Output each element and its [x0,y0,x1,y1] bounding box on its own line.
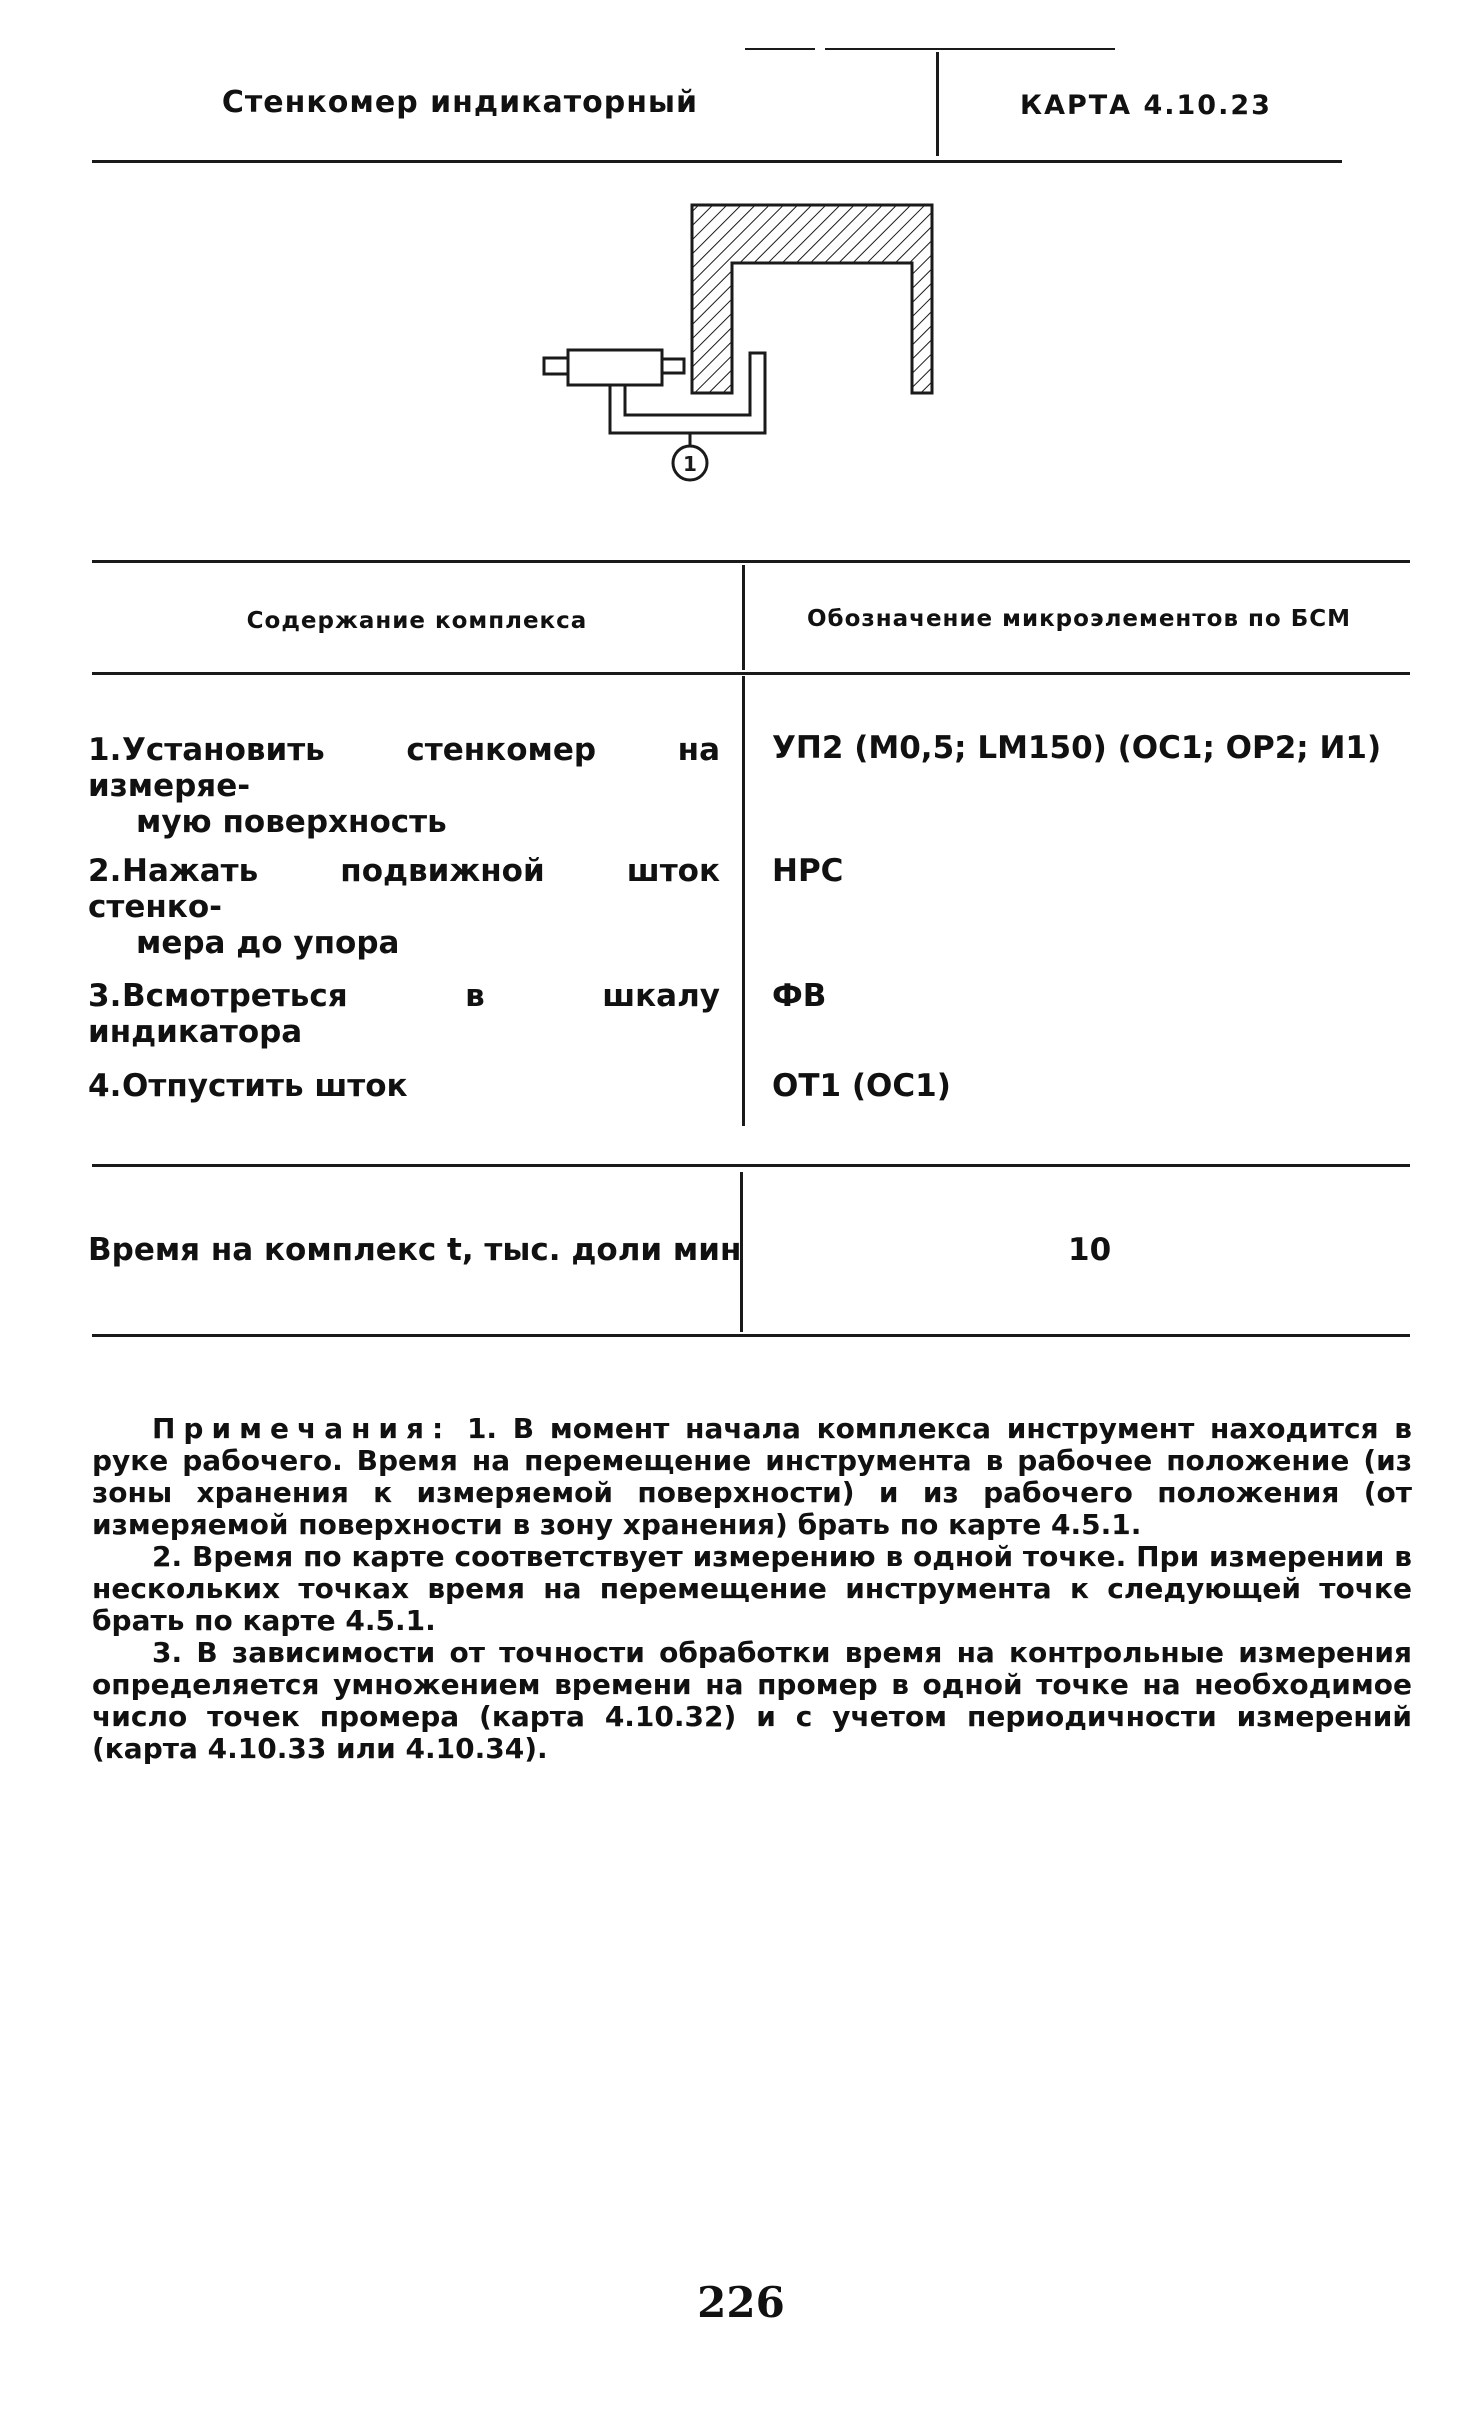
table-body-rule [92,1164,1410,1167]
note-3: 3. В зависимости от точности обработки время на контрольные измерения определяется умножением времени на промер в одной точке на необходимое число точек промера (карта 4.10.32) и с учетом периодичности измерений (карта 4.10.33 или 4.10.34). [92,1636,1412,1765]
step-code-3: ФВ [772,978,827,1014]
wall-gauge-svg [510,195,960,485]
step-text: Отпустить шток [122,1068,408,1104]
page-title: Стенкомер индикаторный [221,85,699,120]
step-number: 3. [88,978,122,1014]
part-wall-section [692,205,932,393]
header-divider [936,52,939,156]
table-header-rule [92,672,1410,675]
header-bottom-rule [92,160,1342,163]
step-row-2 [88,853,720,961]
step-number: 4. [88,1068,122,1104]
gauge-body [568,350,662,385]
table-body-divider [742,676,745,1126]
column-header-content: Содержание комплекса [246,608,588,634]
step-row-1 [88,732,720,840]
page-number: 226 [697,2278,785,2327]
fixed-anvil [544,358,568,374]
notes-block [92,1413,1412,1765]
header-top-rule [825,48,1115,50]
note-1-text: 1. В момент начала комплекса инструмент находится в руке рабочего. Время на перемещение инструмента в рабочее положение (из зоны хранения к измеряемой поверхности) и из рабочего положения (от измеряемой поверхности в зону хранения) брать по карте 4.5.1. [92,1412,1413,1541]
step-number: 1. [88,732,122,768]
step-row-4 [88,1068,720,1104]
time-label: Время на комплекс t, тыс. доли мин [88,1232,742,1268]
step-number: 2. [88,853,122,889]
step-row-3 [88,978,720,1050]
column-header-designation: Обозначение микроэлементов по БСМ [806,606,1352,632]
dial-indicator-label: 1 [683,452,697,476]
step-code-2: НРС [772,853,844,889]
notes-heading: Примечания: [152,1412,452,1445]
step-text-continued: мую поверхность [136,804,447,840]
table-top-rule [92,560,1410,563]
note-1 [92,1413,1412,1541]
card-number: КАРТА 4.10.23 [1020,90,1272,121]
step-text-continued: мера до упора [136,925,400,961]
table-column-divider [742,565,745,670]
step-text: Установить стенкомер на измеряе- [88,732,720,804]
time-value: 10 [1068,1232,1112,1268]
note-2: 2. Время по карте соответствует измерению в одной точке. При измерении в нескольких точках время на перемещение инструмента к следующей точке брать по карте 4.5.1. [92,1540,1412,1637]
movable-rod [662,359,684,373]
step-code-1: УП2 (М0,5; LM150) (ОС1; ОР2; И1) [772,730,1382,766]
step-text: Нажать подвижной шток стенко- [88,853,720,925]
step-text: Всмотреться в шкалу индикатора [88,978,720,1050]
wall-gauge-diagram [510,195,960,485]
step-code-4: ОТ1 (ОС1) [772,1068,951,1104]
table-bottom-rule [92,1334,1410,1337]
header-top-rule-short [745,48,815,50]
